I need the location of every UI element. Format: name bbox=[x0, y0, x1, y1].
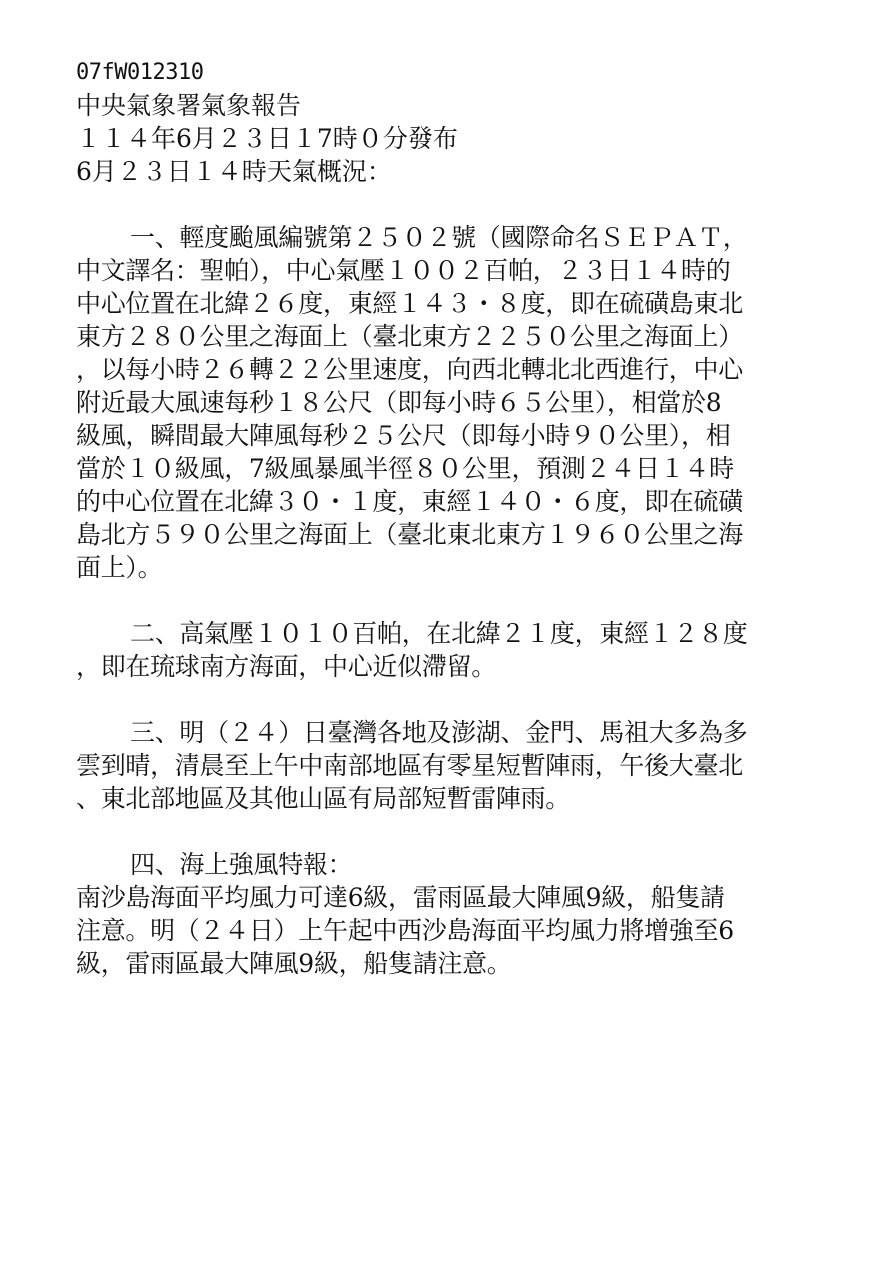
spacer bbox=[76, 584, 816, 617]
paragraph-line: 當於１０級風，7級風暴風半徑８０公里，預測２４日１４時 bbox=[76, 454, 734, 483]
paragraph-line: 三、明（２４）日臺灣各地及澎湖、金門、馬祖大多為多 bbox=[130, 718, 748, 747]
section-high-pressure bbox=[76, 617, 816, 683]
paragraph-line: ，即在琉球南方海面，中心近似滯留。 bbox=[76, 652, 496, 681]
paragraph-heading: 四、海上強風特報： bbox=[130, 850, 353, 879]
spacer bbox=[76, 683, 816, 716]
document-code: 07fW012310 bbox=[76, 60, 204, 85]
section-typhoon bbox=[76, 221, 816, 584]
paragraph-line: 二、高氣壓１０１０百帕，在北緯２１度，東經１２８度 bbox=[130, 619, 748, 648]
paragraph-line: 東方２８０公里之海面上（臺北東方２２５０公里之海面上） bbox=[76, 322, 743, 351]
paragraph-line: 南沙島海面平均風力可達6級，雷雨區最大陣風9級，船隻請 bbox=[76, 883, 725, 912]
paragraph-line: 中文譯名：聖帕），中心氣壓１００２百帕，２３日１４時的 bbox=[76, 256, 731, 285]
paragraph-line: 、東北部地區及其他山區有局部短暫雷陣雨。 bbox=[76, 784, 571, 813]
agency-title: 中央氣象署氣象報告 bbox=[76, 91, 302, 120]
paragraph-line: 級，雷雨區最大陣風9級，船隻請注意。 bbox=[76, 949, 512, 978]
section-marine-warning bbox=[76, 848, 816, 980]
spacer bbox=[76, 188, 816, 221]
paragraph-line: 一、輕度颱風編號第２５０２號（國際命名ＳＥＰＡＴ， bbox=[130, 223, 748, 252]
paragraph-line: 島北方５９０公里之海面上（臺北東北東方１９６０公里之海 bbox=[76, 520, 743, 549]
paragraph-line: 附近最大風速每秒１８公尺（即每小時６５公里），相當於8 bbox=[76, 388, 722, 417]
paragraph-line: ，以每小時２６轉２２公里速度，向西北轉北北西進行，中心 bbox=[76, 355, 743, 384]
section-forecast bbox=[76, 716, 816, 815]
weather-report-document bbox=[76, 56, 816, 980]
paragraph-line: 注意。明（２４日）上午起中西沙島海面平均風力將增強至6 bbox=[76, 916, 734, 945]
paragraph-line: 雲到晴，清晨至上午中南部地區有零星短暫陣雨，午後大臺北 bbox=[76, 751, 743, 780]
paragraph-line: 的中心位置在北緯３０・１度，東經１４０・６度，即在硫磺 bbox=[76, 487, 743, 516]
paragraph-line: 級風，瞬間最大陣風每秒２５公尺（即每小時９０公里），相 bbox=[76, 421, 731, 450]
spacer bbox=[76, 815, 816, 848]
issue-time: １１４年6月２３日１7時０分發布 bbox=[76, 124, 458, 153]
paragraph-line: 中心位置在北緯２６度，東經１４３・８度，即在硫磺島東北 bbox=[76, 289, 743, 318]
overview-heading: 6月２３日１４時天氣概況： bbox=[76, 157, 392, 186]
paragraph-line: 面上）。 bbox=[76, 553, 163, 582]
